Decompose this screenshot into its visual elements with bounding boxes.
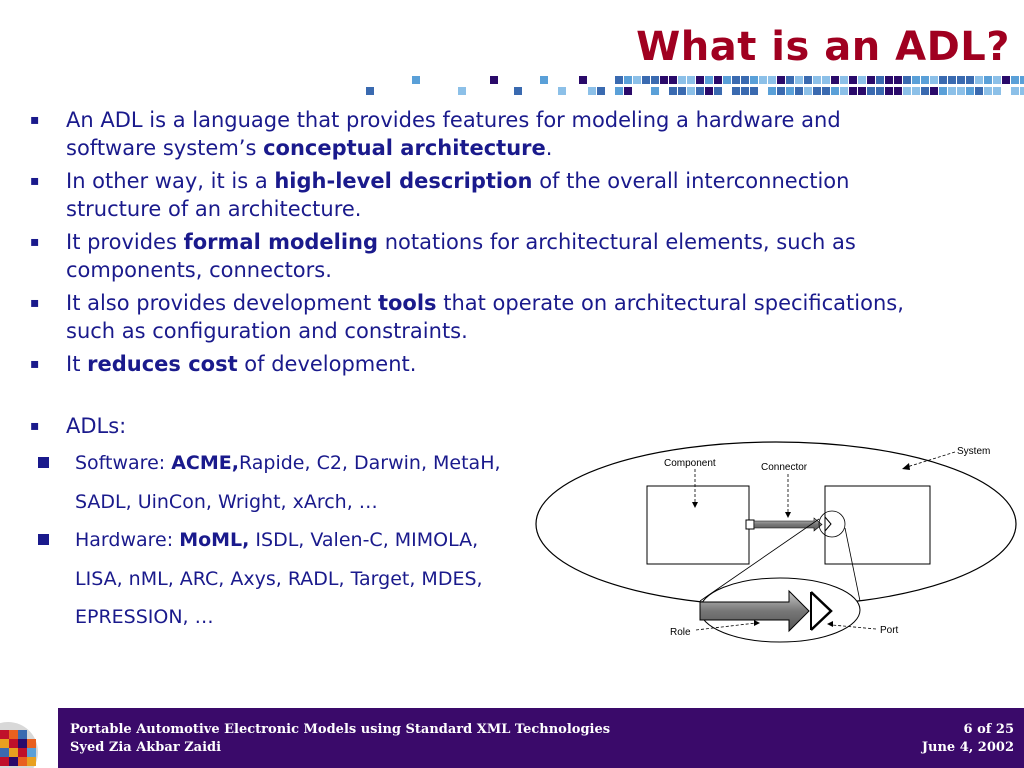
pixel-square: [876, 87, 884, 95]
footer-date: June 4, 2002: [921, 740, 1014, 755]
role-square: [746, 520, 754, 529]
pixel-square: [687, 87, 695, 95]
pixel-square: [831, 87, 839, 95]
pixel-square: [660, 76, 668, 84]
pixel-square: [921, 76, 929, 84]
pixel-square: [633, 76, 641, 84]
pixel-square: [885, 76, 893, 84]
pixel-square: [777, 87, 785, 95]
pixel-square: [849, 87, 857, 95]
system-label: System: [957, 446, 991, 457]
pixel-square: [651, 76, 659, 84]
pixel-square: [624, 76, 632, 84]
pixel-square: [786, 76, 794, 84]
component-box-left: [647, 486, 749, 564]
pixel-square: [849, 76, 857, 84]
pixel-square: [588, 87, 596, 95]
pixel-square: [840, 76, 848, 84]
square-bullet-icon: [38, 534, 49, 545]
bullet-item: ▪ It provides formal modeling notations for architectural elements, such as components, connectors.: [30, 228, 930, 284]
pixel-square: [957, 76, 965, 84]
footer-title: Portable Automotive Electronic Models using Standard XML Technologies: [70, 722, 611, 737]
pixel-square: [903, 76, 911, 84]
pixel-square: [912, 87, 920, 95]
decorative-pixel-band: [0, 72, 1024, 98]
pixel-square: [840, 87, 848, 95]
pixel-square: [750, 87, 758, 95]
pixel-square: [1011, 76, 1019, 84]
pixel-square: [696, 76, 704, 84]
pixel-square: [831, 76, 839, 84]
pixel-square: [615, 76, 623, 84]
pixel-square: [903, 87, 911, 95]
pixel-square: [768, 76, 776, 84]
sub-bullet-software: Software: ACME,Rapide, C2, Darwin, MetaH, SADL, UinCon, Wright, xArch, …: [30, 444, 505, 521]
pixel-square: [696, 87, 704, 95]
pixel-square: [687, 76, 695, 84]
pixel-square: [993, 87, 1001, 95]
pixel-square: [822, 76, 830, 84]
square-bullet-icon: [38, 457, 49, 468]
pixel-square: [759, 76, 767, 84]
gear-logo-icon: [0, 708, 58, 768]
pixel-square: [948, 87, 956, 95]
pixel-square: [813, 87, 821, 95]
pixel-square: [412, 76, 420, 84]
pixel-square: [678, 76, 686, 84]
bullet-marker-icon: [30, 350, 40, 378]
connector-label: Connector: [761, 462, 808, 473]
pixel-square: [930, 87, 938, 95]
pixel-square: [750, 76, 758, 84]
pixel-square: [669, 87, 677, 95]
pixel-square: [858, 76, 866, 84]
pixel-square: [984, 87, 992, 95]
pixel-square: [966, 76, 974, 84]
bullet-marker-icon: [30, 412, 40, 440]
pixel-square: [1020, 87, 1024, 95]
pixel-square: [930, 76, 938, 84]
pixel-square: [822, 87, 830, 95]
pixel-square: [858, 87, 866, 95]
bullet-marker-icon: [30, 106, 40, 134]
bullet-marker-icon: [30, 167, 40, 195]
pixel-square: [1002, 76, 1010, 84]
pixel-square: [894, 87, 902, 95]
pixel-square: [894, 76, 902, 84]
pixel-square: [741, 87, 749, 95]
pixel-square: [579, 76, 587, 84]
pixel-square: [885, 87, 893, 95]
pixel-square: [1011, 87, 1019, 95]
pixel-square: [1020, 76, 1024, 84]
pixel-square: [714, 76, 722, 84]
pixel-square: [939, 87, 947, 95]
pixel-square: [458, 87, 466, 95]
pixel-square: [669, 76, 677, 84]
component-box-right: [825, 486, 930, 564]
footer-page-number: 6 of 25: [963, 722, 1014, 737]
bullet-item: ▪ It reduces cost of development.: [30, 350, 930, 378]
adl-architecture-diagram: [530, 436, 1024, 648]
bullet-marker-icon: [30, 228, 40, 256]
pixel-square: [939, 76, 947, 84]
bullet-item: ▪ An ADL is a language that provides features for modeling a hardware and software system’s conceptual architecture.: [30, 106, 930, 162]
pixel-square: [597, 87, 605, 95]
pixel-square: [651, 87, 659, 95]
slide-title: What is an ADL?: [636, 24, 1010, 70]
role-label: Role: [670, 627, 691, 638]
pixel-square: [558, 87, 566, 95]
sub-bullet-hardware: Hardware: MoML, ISDL, Valen-C, MIMOLA, LISA, nML, ARC, Axys, RADL, Target, MDES, EPRESSION, …: [30, 521, 505, 637]
bullet-item: ▪ It also provides development tools that operate on architectural specifications, such as configuration and constraints.: [30, 289, 930, 345]
pixel-square: [984, 76, 992, 84]
pixel-square: [867, 76, 875, 84]
pixel-square: [678, 87, 686, 95]
footer-bar: [0, 708, 1024, 768]
pixel-square: [642, 76, 650, 84]
pixel-square: [705, 87, 713, 95]
adls-label: ADLs:: [66, 414, 127, 438]
spacer: [30, 383, 930, 407]
pixel-square: [804, 87, 812, 95]
pixel-square: [912, 76, 920, 84]
pixel-square: [714, 87, 722, 95]
pixel-square: [705, 76, 713, 84]
pixel-square: [624, 87, 632, 95]
pixel-square: [795, 76, 803, 84]
pixel-square: [921, 87, 929, 95]
pixel-square: [876, 76, 884, 84]
pixel-square: [975, 87, 983, 95]
pixel-square: [867, 87, 875, 95]
pixel-square: [732, 87, 740, 95]
pixel-square: [540, 76, 548, 84]
pixel-square: [975, 76, 983, 84]
pixel-square: [777, 76, 785, 84]
bullet-item: ▪ In other way, it is a high-level description of the overall interconnection structure of an architecture.: [30, 167, 930, 223]
footer-author: Syed Zia Akbar Zaidi: [70, 740, 222, 755]
pixel-square: [615, 87, 623, 95]
pixel-square: [366, 87, 374, 95]
pixel-square: [993, 76, 1001, 84]
pixel-square: [768, 87, 776, 95]
pixel-square: [795, 87, 803, 95]
component-label: Component: [664, 458, 716, 469]
port-label: Port: [880, 625, 899, 636]
pixel-square: [804, 76, 812, 84]
pixel-square: [948, 76, 956, 84]
pixel-square: [514, 87, 522, 95]
pixel-square: [732, 76, 740, 84]
pixel-square: [966, 87, 974, 95]
pixel-square: [957, 87, 965, 95]
pixel-square: [813, 76, 821, 84]
pixel-square: [786, 87, 794, 95]
bullet-marker-icon: [30, 289, 40, 317]
pixel-square: [741, 76, 749, 84]
pixel-square: [490, 76, 498, 84]
pixel-square: [723, 76, 731, 84]
